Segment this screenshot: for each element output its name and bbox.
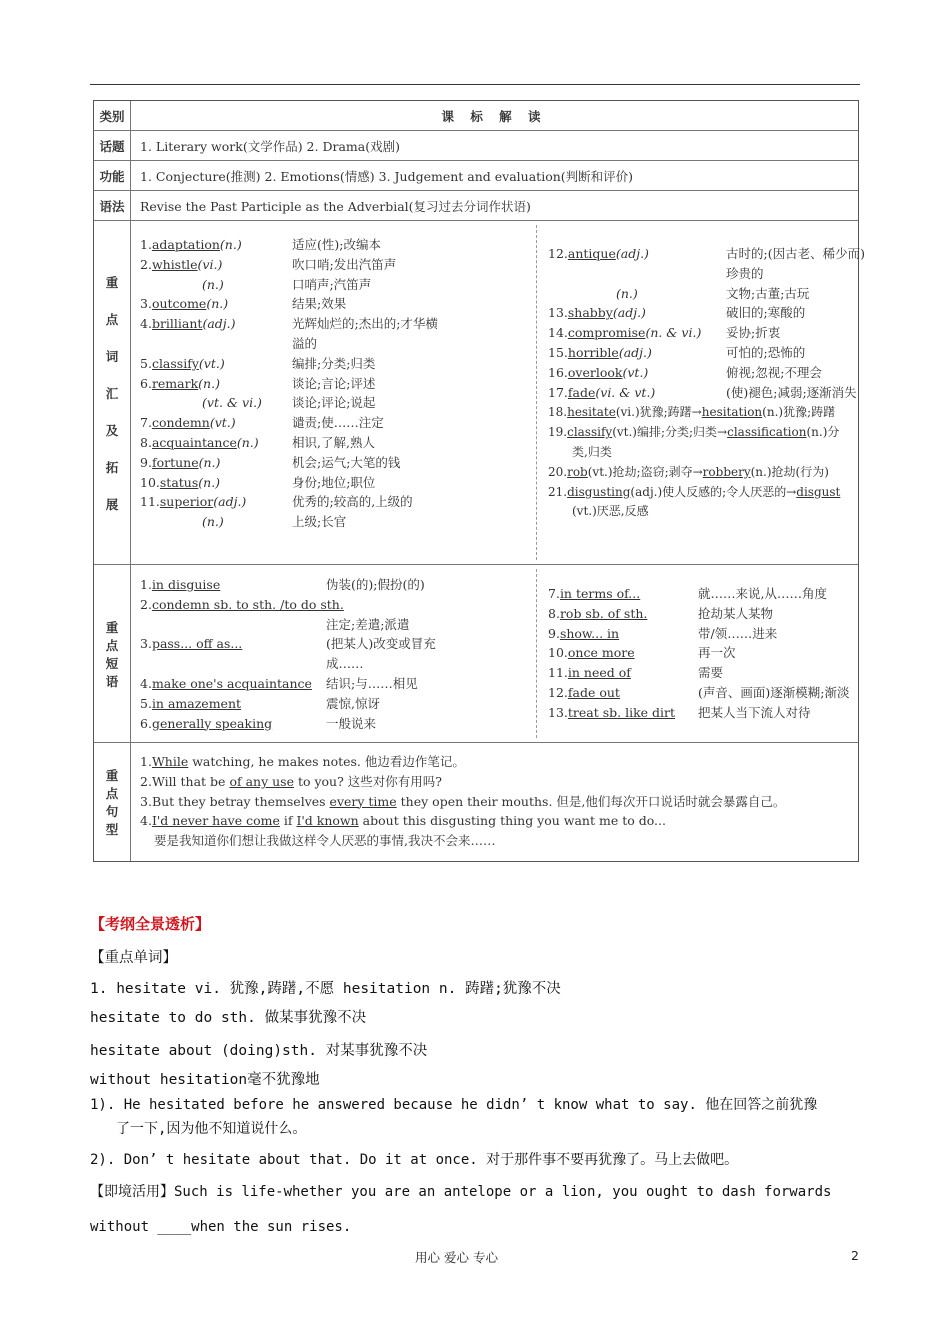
vocab-item [548,402,835,422]
function-label: 功能 [94,161,131,190]
label-char: 展 [105,496,119,512]
phrase-meaning: 伪装(的);假扮(的) [326,577,425,592]
item-number: 14. [548,325,568,341]
vocab-item [140,433,259,453]
key-pattern: While [151,754,189,769]
vocab-item [140,473,220,493]
phrase: in amazement [151,695,242,711]
vocab-item [140,255,222,275]
header-rule [90,84,860,85]
sentence-text: 要是我知道你们想让我做这样令人厌恶的事情,我决不会来…… [154,833,496,849]
vocab-item [140,314,236,334]
phrase-item [548,663,631,683]
vocab-word: brilliant [151,316,203,332]
phrase-meaning: 抢劫某人某物 [698,605,774,621]
example-2: 2). Don’ t hesitate about that. Do it at once. 对于那件事不要再犹豫了。马上去做吧。 [90,1152,739,1168]
vocab-word: remark [151,375,199,391]
vocab-meaning: 光辉灿烂的;杰出的;才华横 [292,316,438,332]
grammar-label: 语法 [94,191,131,220]
derived-word: classification [727,425,807,440]
item-number: 2. [140,596,152,612]
vocab-word: rob [567,464,588,479]
vocab-gloss: 类,归类 [572,445,612,459]
vocab-meaning: 俯视;忽视;不理会 [726,364,822,380]
vocab-meaning: 珍贵的 [726,265,764,281]
derived-word: hesitation [701,405,763,420]
item-number: 8. [140,435,152,450]
subhead: 【重点单词】 [90,950,177,966]
phrase-item [548,643,635,663]
vocab-word: shabby [567,305,613,321]
item-number: 1. [140,577,152,592]
part-of-speech: (n.) [202,276,224,292]
key-pattern: I'd known [296,813,359,829]
practice-line-b: without ____when the sun rises. [90,1219,352,1235]
phrase-item [140,634,242,654]
vocab-word: overlook [567,364,623,380]
vocab-word: compromise [567,325,646,341]
label-char: 重 [105,274,119,290]
part-of-speech: (vi. & vt.) [595,384,656,400]
part-of-speech: (vt.) [622,364,649,380]
header-label: 类别 [94,101,131,130]
topic-row [94,131,858,161]
vocab-meaning: 相识,了解,熟人 [292,435,375,450]
label-char: 语 [105,673,119,689]
key-pattern: I'd never have come [151,813,280,829]
key-pattern: of any use [229,773,294,789]
vocab-word: condemn [151,415,210,431]
item-number: 7. [548,586,560,601]
vocab-word: status [159,474,199,490]
vocab-meaning: 机会;运气;大笔的钱 [292,454,401,470]
phrase: condemn sb. to sth. /to do sth. [151,596,344,612]
phrase: fade out [567,685,620,700]
phrases-row [94,565,858,743]
label-char: 点 [105,637,119,653]
vocab-gloss: (n.)分 [806,425,840,440]
vocab-item [140,275,224,295]
practice-text-a: Such is life-whether you are an antelope or a lion, you ought to dash forwards [174,1184,832,1200]
sentence-text: about this disgusting thing you want me to do... [358,813,666,829]
vocab-item [548,343,652,363]
item-number: 9. [140,454,152,470]
sentence-text: But they betray themselves [151,793,330,809]
part-of-speech: (adj.) [615,246,649,261]
vocab-word: disgusting [567,484,631,499]
part-of-speech: (n.) [236,435,259,450]
sentences-label [94,743,131,861]
item-number: 5. [140,695,152,711]
example-1b: 了一下,因为他不知道说什么。 [116,1121,307,1137]
phrase-meaning: (把某人)改变或冒充 [326,636,436,652]
item-number: 7. [140,415,152,431]
label-char: 词 [105,348,119,364]
part-of-speech: (n.) [198,454,221,470]
sentence-text: if [279,813,297,829]
vocab-meaning: 优秀的;较高的,上级的 [292,494,413,510]
vocab-item [140,354,225,374]
vocab-item [140,492,246,512]
item-number: 3. [140,636,152,652]
vocab-label [94,221,131,564]
phrase: in need of [567,665,631,681]
vocab-meaning: 文物;古董;古玩 [726,285,810,301]
vocab-meaning: 妥协;折衷 [726,325,781,341]
item-number: 13. [548,305,568,321]
vocab-gloss: (vt.)抢劫;盗窃;剥夺→ [587,464,703,479]
vocab-item [548,462,829,482]
phrase: pass... off as... [151,636,243,652]
vocab-word: antique [567,246,616,261]
item-number: 9. [548,625,560,641]
phrase-item [140,694,241,714]
phrase-meaning: 就……来说,从……角度 [698,586,827,601]
sentence-line [154,831,495,851]
label-char: 及 [105,422,119,438]
vocab-word: fade [567,384,596,400]
vocab-item [548,284,638,304]
sentence-text: Will that be [151,773,230,789]
item-number: 16. [548,364,568,380]
sentence-line [140,752,465,772]
item-number: 3. [140,793,152,809]
vocab-cell [140,221,865,564]
curriculum-table [93,100,865,862]
vocab-item [548,244,649,264]
vocab-meaning: 适应(性);改编本 [292,237,381,252]
item-number: 20. [548,464,568,479]
vocab-item [140,393,262,413]
phrase-item [548,683,620,703]
header-title: 课 标 解 读 [441,108,547,124]
sentence-line [140,811,666,831]
phrase: in terms of... [559,586,641,601]
vocab-item [140,235,242,255]
phrase: generally speaking [151,715,273,731]
part-of-speech: (adj.) [202,316,236,332]
sentences-cell [140,743,852,861]
vocab-meaning: 结果;效果 [292,296,347,312]
part-of-speech: (adj.) [612,305,646,321]
vocab-meaning: 古时的;(因古老、稀少而) [726,246,865,261]
item-number: 1. [140,754,152,769]
vocab-gloss: (vi.)犹豫;踌躇→ [615,405,702,420]
topic-label: 话题 [94,131,131,160]
vocab-word: superior [159,494,214,510]
sentence-text: to you? 这些对你有用吗? [293,773,442,789]
vocab-word: outcome [151,296,207,312]
vocab-gloss: (adj.)使人反感的;令人厌恶的→ [630,484,797,499]
vocab-word: whistle [151,256,198,272]
item-number: 4. [140,316,152,332]
phrase: in disguise [151,577,221,592]
part-of-speech: (n. & vi.) [645,325,702,341]
part-of-speech: (n.) [198,474,221,490]
vocab-item [140,453,220,473]
word-line-4: without hesitation毫不犹豫地 [90,1072,320,1088]
item-number: 10. [548,645,568,661]
vocab-meaning: 编排;分类;归类 [292,355,376,371]
vocab-meaning: 谈论;言论;评述 [292,375,376,391]
phrase-meaning: 成…… [326,656,364,672]
vocab-meaning: 身份;地位;职位 [292,474,376,490]
practice-line-a [90,1181,831,1201]
phrase-meaning: 结识;与……相见 [326,676,418,691]
vocab-word: hesitate [567,405,616,420]
vocab-item [572,501,649,521]
item-number: 2. [140,256,152,272]
phrases-cell [140,565,852,742]
phrase-meaning: 注定;差遣;派遣 [326,616,410,632]
phrase-item [140,674,312,694]
vocab-row [94,221,865,565]
item-number: 10. [140,474,160,490]
phrase-meaning: 带/领……进来 [698,625,778,641]
phrase-meaning: 把某人当下流人对待 [698,704,811,720]
phrase: rob sb. of sth. [559,605,648,621]
vocab-meaning: 吹口哨;发出汽笛声 [292,256,397,272]
phrase-item [548,604,647,624]
part-of-speech: (n.) [202,514,224,530]
phrase-meaning: 需要 [698,665,724,681]
grammar-row [94,191,858,221]
phrase: show... in [559,625,620,641]
vocab-meaning: 溢的 [292,336,318,351]
sentences-row [94,743,858,861]
vocab-item [572,442,612,462]
item-number: 6. [140,715,152,731]
vocab-gloss: (vt.)厌恶,反感 [572,504,649,519]
item-number: 13. [548,704,568,720]
vocab-item [548,482,840,502]
item-number: 11. [140,494,160,510]
vocab-item [140,512,224,532]
phrase-item [140,714,272,734]
item-number: 2. [140,773,152,789]
item-number: 11. [548,665,568,681]
vocab-item [548,303,646,323]
vocab-item [140,294,228,314]
vocab-item [140,374,220,394]
phrase-meaning: 再一次 [698,645,736,661]
item-number: 3. [140,296,152,312]
vocab-item [548,363,648,383]
phrase-item [140,595,344,615]
sentence-text: they open their mouths. 但是,他们每次开口说话时就会暴露自己。 [396,793,786,809]
sentence-line [140,792,785,812]
phrase: make one's acquaintance [151,676,312,691]
vocab-meaning: (使)褪色;减弱;逐渐消失 [726,384,857,400]
item-number: 12. [548,246,568,261]
vocab-word: fortune [151,454,199,470]
column-divider [536,225,537,560]
part-of-speech: (vi.) [197,256,223,272]
part-of-speech: (vt.) [198,355,225,371]
phrase: once more [567,645,635,661]
item-number: 4. [140,676,152,691]
table-header-row [94,101,858,131]
item-number: 19. [548,425,568,440]
item-number: 5. [140,355,152,371]
column-divider [536,569,537,738]
derived-word: disgust [796,484,841,499]
part-of-speech: (vt.) [209,415,236,431]
function-row [94,161,858,191]
vocab-word: horrible [567,345,619,360]
vocab-word: adaptation [151,237,220,252]
label-char: 型 [105,822,119,837]
key-pattern: every time [329,793,397,809]
phrase-item [548,703,675,723]
phrase-meaning: 震惊,惊讶 [326,695,380,711]
function-text: 1. Conjecture(推测) 2. Emotions(情感) 3. Judgement and evaluation(判断和评价) [140,168,634,184]
sentence-text: watching, he makes notes. 他边看边作笔记。 [188,754,465,769]
phrase-item [548,584,640,604]
label-char: 重 [105,619,119,635]
part-of-speech: (n.) [198,375,220,391]
vocab-meaning: 谴责;使……注定 [292,415,384,431]
topic-text: 1. Literary work(文学作品) 2. Drama(戏剧) [140,138,400,154]
item-number: 8. [548,605,560,621]
vocab-gloss: (n.)抢劫(行为) [750,464,829,479]
item-number: 6. [140,375,152,391]
phrase: treat sb. like dirt [567,704,676,720]
vocab-word: acquaintance [151,435,237,450]
vocab-gloss: (vt.)编排;分类;归类→ [612,425,728,440]
phrases-label [94,565,131,742]
practice-label: 【即境活用】 [90,1184,174,1200]
phrase-meaning: 一般说来 [326,715,377,731]
word-line-3: hesitate about (doing)sth. 对某事犹豫不决 [90,1043,428,1059]
item-number: 17. [548,384,568,400]
vocab-item [548,383,655,403]
label-char: 汇 [105,385,119,401]
label-char: 点 [105,786,119,801]
section-title: 【考纲全景透析】 [90,915,211,933]
vocab-gloss: (n.)犹豫;踌躇 [762,405,836,420]
vocab-word: classify [567,425,613,440]
vocab-meaning: 破旧的;寒酸的 [726,305,806,321]
word-line-2: hesitate to do sth. 做某事犹豫不决 [90,1010,367,1026]
vocab-meaning: 上级;长官 [292,514,347,530]
part-of-speech: (vt. & vi.) [202,395,262,411]
vocab-meaning: 口哨声;汽笛声 [292,276,372,292]
label-char: 句 [105,804,119,819]
page-number: 2 [851,1248,859,1263]
grammar-text: Revise the Past Participle as the Adverbial(复习过去分词作状语) [140,198,531,214]
label-char: 重 [105,768,119,783]
derived-word: robbery [702,464,751,479]
phrase-item [548,624,619,644]
part-of-speech: (adj.) [618,345,652,360]
item-number: 12. [548,685,568,700]
vocab-item [548,422,839,442]
item-number: 15. [548,345,568,360]
label-char: 点 [105,311,119,327]
part-of-speech: (n.) [219,237,242,252]
item-number: 21. [548,484,568,499]
part-of-speech: (n.) [206,296,229,312]
vocab-item [548,323,701,343]
part-of-speech: (n.) [616,285,638,301]
part-of-speech: (adj.) [213,494,247,510]
phrase-meaning: (声音、画面)逐渐模糊;渐淡 [698,685,850,700]
example-1a: 1). He hesitated before he answered because he didn’ t know what to say. 他在回答之前犹豫 [90,1097,818,1113]
item-number: 1. [140,237,152,252]
vocab-meaning: 谈论;评论;说起 [292,395,376,411]
label-char: 短 [105,655,119,671]
sentence-line [140,772,442,792]
footer-motto: 用心 爱心 专心 [415,1250,498,1265]
word-line-1: 1. hesitate vi. 犹豫,踌躇,不愿 hesitation n. 踌躇;犹豫不决 [90,981,561,997]
label-char: 拓 [105,459,119,475]
vocab-meaning: 可怕的;恐怖的 [726,345,806,360]
vocab-word: classify [151,355,199,371]
item-number: 4. [140,813,152,829]
item-number: 18. [548,405,568,420]
phrase-item [140,575,220,595]
vocab-item [140,413,236,433]
